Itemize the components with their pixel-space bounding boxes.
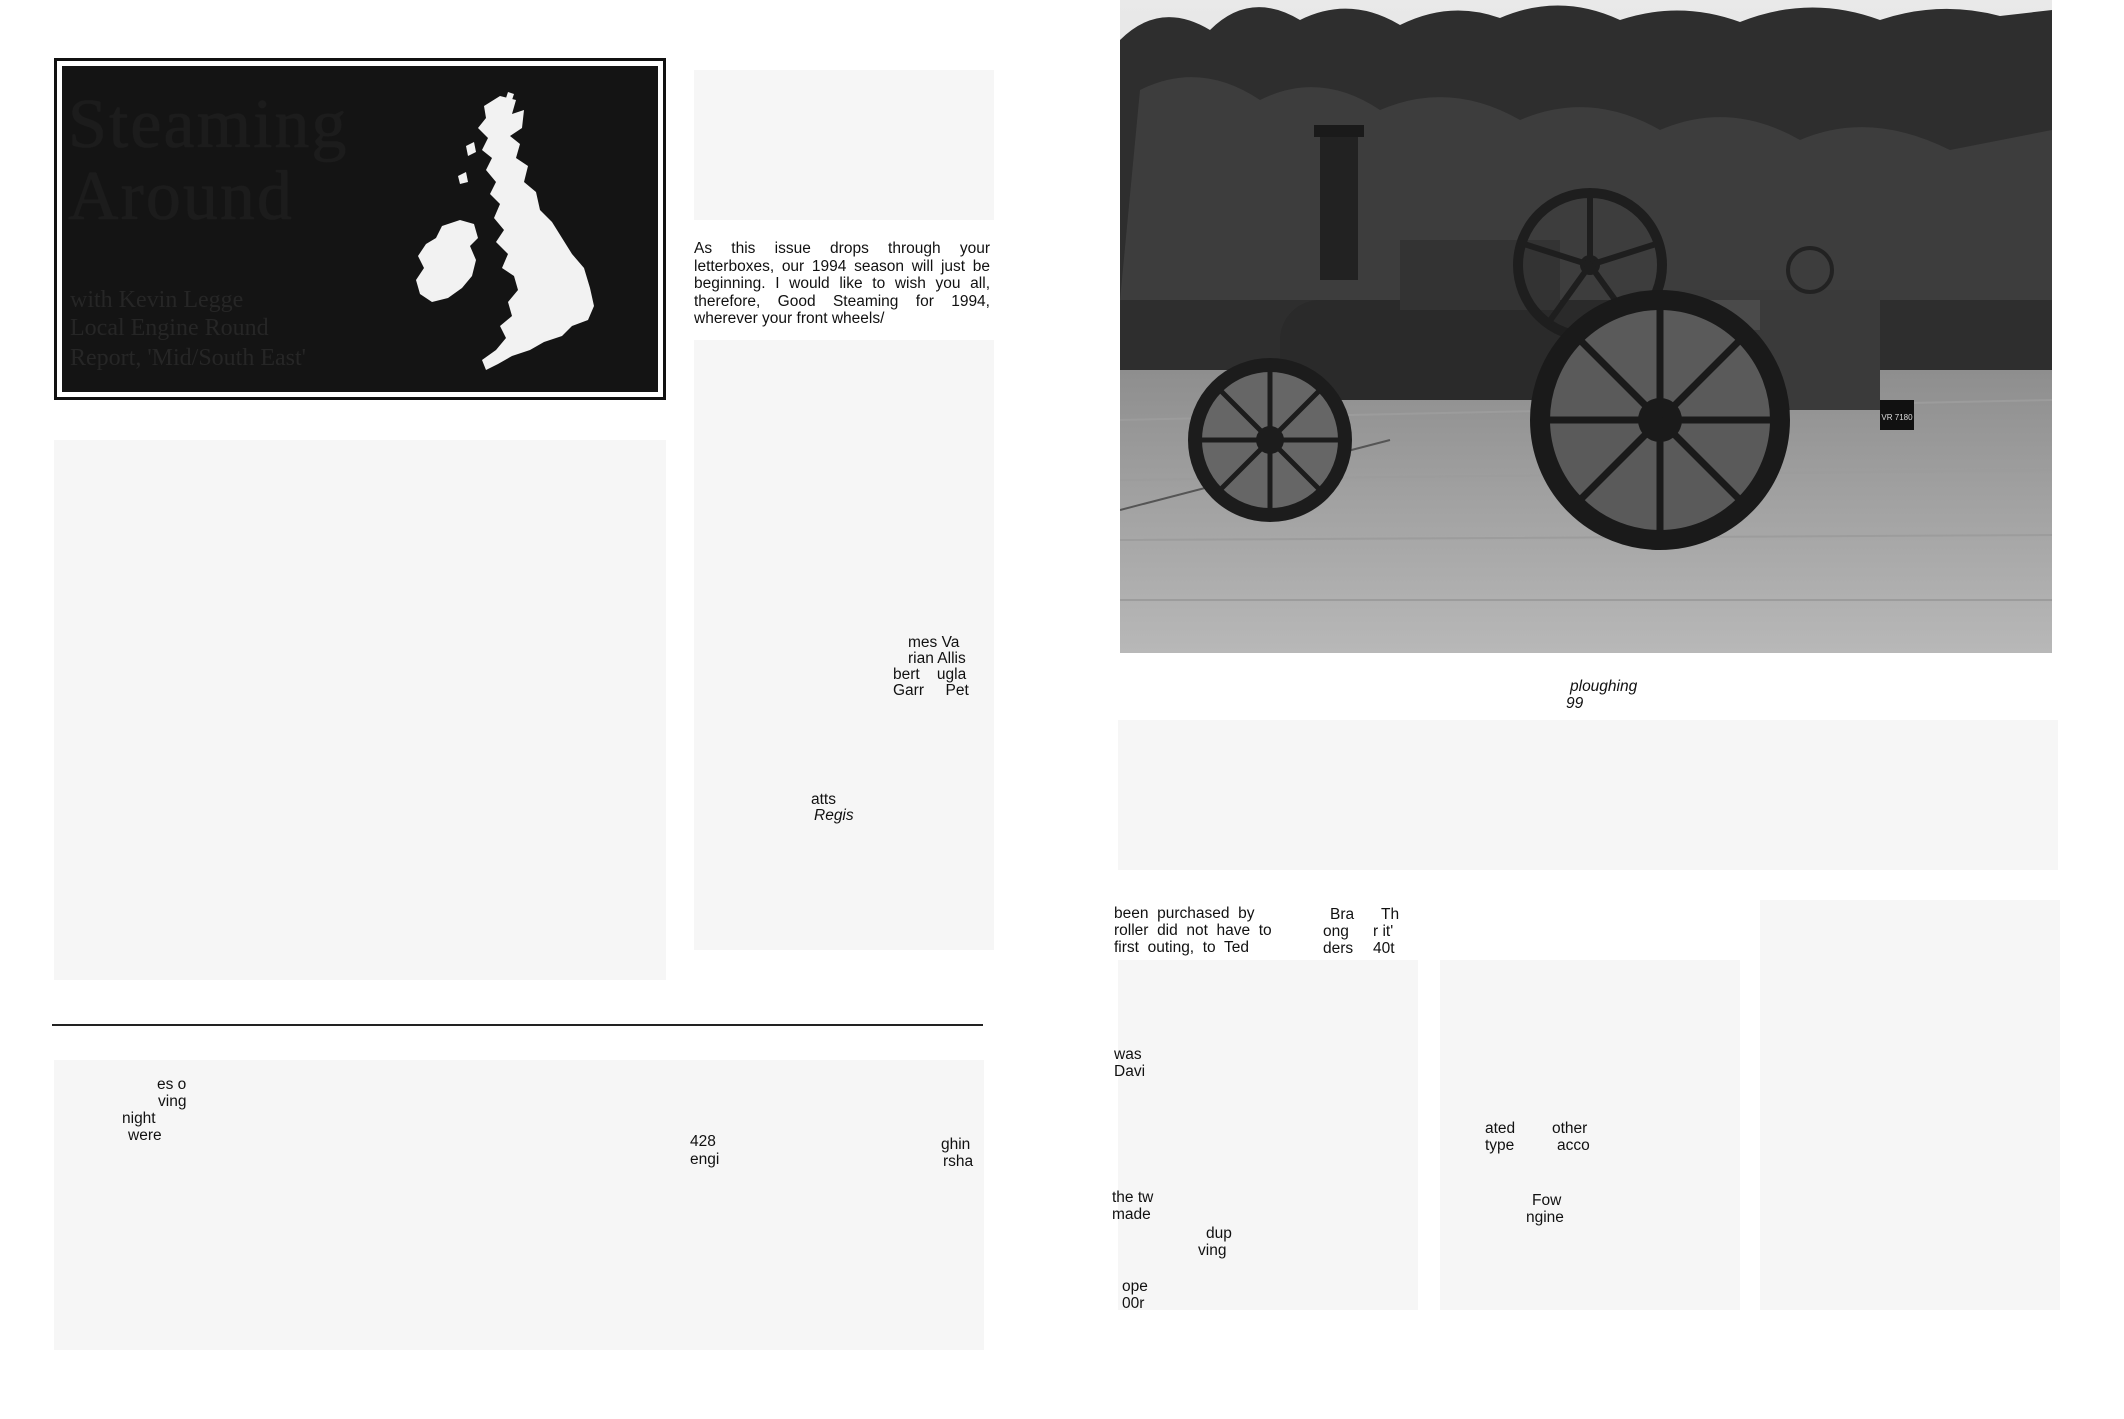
fragment-right-6b: acco bbox=[1557, 1137, 1590, 1154]
masthead-title-line2: Around bbox=[68, 158, 294, 235]
masthead-title-line1: Steaming bbox=[68, 86, 349, 163]
faint-text-column-left bbox=[54, 440, 666, 980]
fragment-right-4a: was bbox=[1114, 1046, 1142, 1063]
masthead-box bbox=[54, 58, 666, 400]
fragment-right-2b: ong bbox=[1323, 923, 1349, 940]
fragment-right-3a: Th bbox=[1381, 906, 1400, 923]
photo-caption-line1: ploughing bbox=[1570, 678, 1638, 695]
fragment-left-3a: es o bbox=[157, 1076, 187, 1093]
fragment-left-1c: bert ugla bbox=[893, 666, 967, 683]
fragment-right-8a: Fow bbox=[1532, 1192, 1562, 1209]
fragment-left-2b: Regis bbox=[814, 807, 854, 824]
fragment-left-1d: Garr Pet bbox=[893, 682, 969, 699]
fragment-right-7b: made bbox=[1112, 1206, 1151, 1223]
fragment-left-3c: night bbox=[122, 1110, 156, 1127]
fragment-left-5a: ghin bbox=[941, 1136, 971, 1153]
intro-paragraph: As this issue drops through your letterboxes, our 1994 season will just be beginning. I would like to wish you all, therefore, Good Steaming for 1994, wherever your front wheels/ bbox=[694, 240, 990, 327]
fragment-right-9b: ving bbox=[1198, 1242, 1227, 1259]
masthead-panel bbox=[62, 66, 658, 392]
fragment-left-5b: rsha bbox=[943, 1153, 974, 1170]
fragment-right-10b: 00r bbox=[1122, 1295, 1145, 1312]
fragment-right-1c: first outing, to Ted bbox=[1114, 939, 1249, 956]
fragment-right-5a: ated bbox=[1485, 1120, 1516, 1137]
faint-text-right-upper bbox=[1118, 720, 2058, 870]
fragment-right-1b: roller did not have to bbox=[1114, 922, 1272, 939]
fragment-left-3d: were bbox=[128, 1127, 162, 1144]
faint-text-right-col3 bbox=[1760, 900, 2060, 1310]
fragment-left-1b: rian Allis bbox=[908, 650, 966, 667]
fragment-right-4b: Davi bbox=[1114, 1063, 1146, 1080]
faint-text-bottom-left bbox=[54, 1060, 984, 1350]
traction-engine-illustration bbox=[1120, 0, 2052, 653]
fragment-right-9a: dup bbox=[1206, 1225, 1232, 1242]
masthead-byline-line2: Local Engine Round bbox=[70, 315, 269, 341]
fragment-left-4b: engi bbox=[690, 1151, 720, 1168]
fragment-right-2a: Bra bbox=[1330, 906, 1355, 923]
uk-ireland-map-icon bbox=[412, 92, 612, 378]
fragment-right-8b: ngine bbox=[1526, 1209, 1564, 1226]
fragment-left-3b: ving bbox=[158, 1093, 187, 1110]
fragment-right-3b: r it' bbox=[1373, 923, 1394, 940]
fragment-right-7a: the tw bbox=[1112, 1189, 1154, 1206]
fragment-left-2a: atts bbox=[811, 791, 836, 808]
section-divider bbox=[52, 1024, 983, 1026]
fragment-right-6a: other bbox=[1552, 1120, 1588, 1137]
photo-caption-line2: 99 bbox=[1566, 695, 1584, 712]
masthead-byline-line3: Report, 'Mid/South East' bbox=[70, 345, 306, 371]
traction-engine-photo bbox=[1120, 0, 2052, 653]
fragment-right-10a: ope bbox=[1122, 1278, 1148, 1295]
fragment-left-1a: mes Va bbox=[908, 634, 960, 651]
faint-text-right-col1 bbox=[1118, 960, 1418, 1310]
fragment-right-5b: type bbox=[1485, 1137, 1515, 1154]
fragment-right-1a: been purchased by bbox=[1114, 905, 1255, 922]
faint-text-column-right-top bbox=[694, 70, 994, 220]
fragment-left-4a: 428 bbox=[690, 1133, 716, 1150]
masthead-byline-line1: with Kevin Legge bbox=[70, 287, 244, 313]
fragment-right-2c: ders bbox=[1323, 940, 1354, 957]
number-plate: VR 7180 bbox=[1881, 413, 1913, 422]
fragment-right-3c: 40t bbox=[1373, 940, 1395, 957]
